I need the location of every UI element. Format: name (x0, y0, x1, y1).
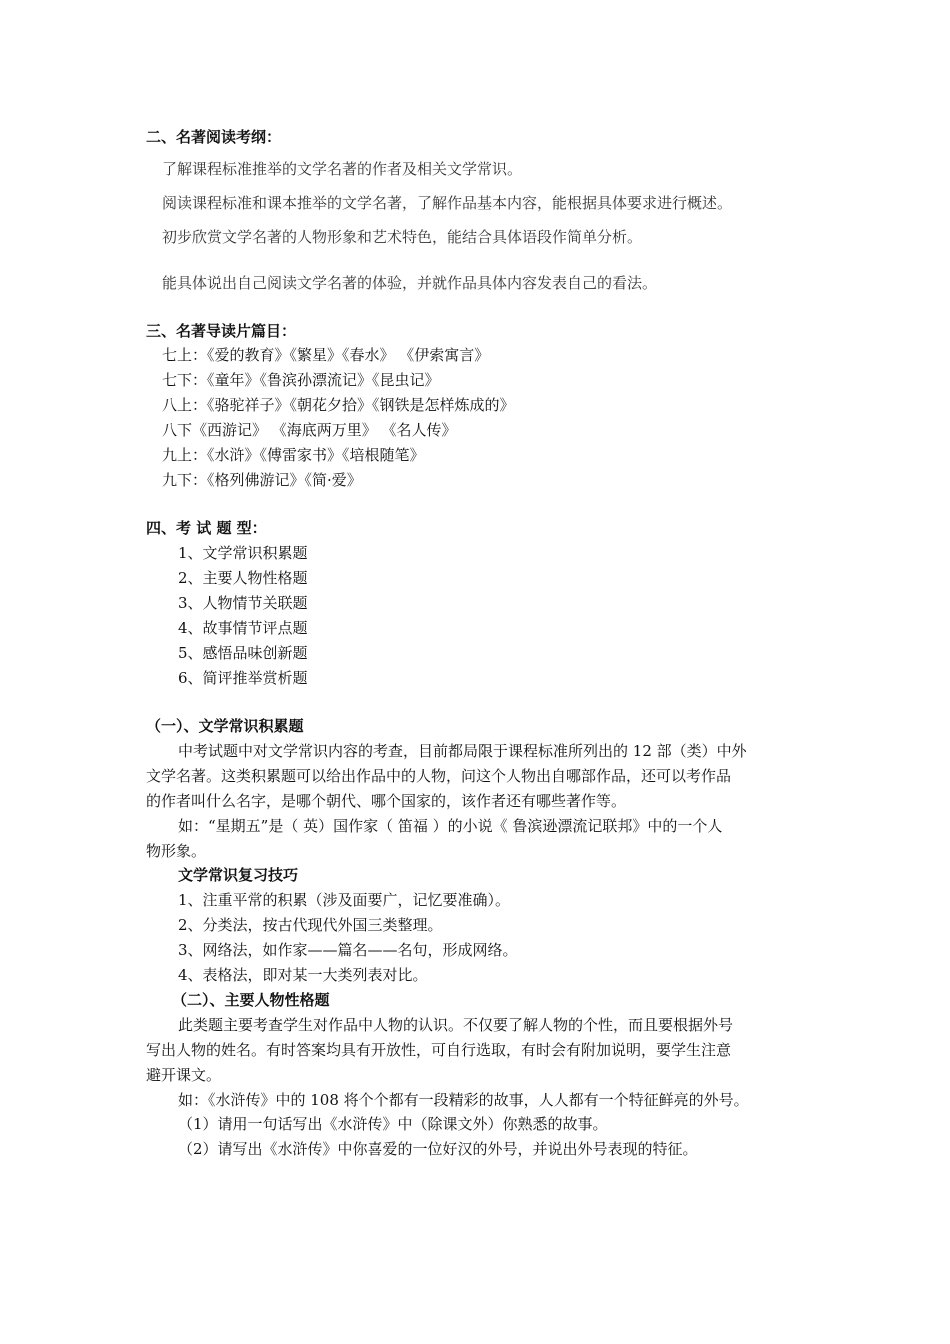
part-2-heading: （二）、主要人物性格题 (172, 991, 330, 1009)
reading-list-item: 九下：《格列佛游记》《简·爱》 (162, 471, 362, 489)
question-type-item: 4、故事情节评点题 (178, 619, 308, 637)
section-2-heading: 二、名著阅读考纲： (146, 128, 282, 146)
part-1-paragraph-line: 文学名著。这类积累题可以给出作品中的人物，问这个人物出自哪部作品，还可以考作品 (146, 767, 732, 785)
question-type-item: 3、人物情节关联题 (178, 594, 308, 612)
question-type-item: 5、感悟品味创新题 (178, 644, 308, 662)
question-type-item: 6、简评推举赏析题 (178, 669, 308, 687)
section-2-line-2: 阅读课程标准和课本推举的文学名著，了解作品基本内容，能根据具体要求进行概述。 (162, 194, 733, 212)
section-2-line-4: 能具体说出自己阅读文学名著的体验，并就作品具体内容发表自己的看法。 (162, 274, 658, 292)
part-1-example-line: 如：“星期五”是（ 英）国作家（ 笛福 ）的小说《 鲁滨逊漂流记联邦》中的一个人 (178, 817, 723, 835)
reading-list-item: 七下：《童年》《鲁滨孙漂流记》《昆虫记》 (162, 371, 440, 389)
part-2-question: （1）请用一句话写出《水浒传》中（除课文外）你熟悉的故事。 (178, 1115, 608, 1133)
part-2-paragraph-line: 避开课文。 (146, 1066, 222, 1084)
tips-heading: 文学常识复习技巧 (178, 866, 299, 884)
section-3-heading: 三、名著导读片篇目： (146, 322, 297, 340)
tip-item: 4、表格法，即对某一大类列表对比。 (178, 966, 428, 984)
part-2-paragraph-line: 写出人物的姓名。有时答案均具有开放性，可自行选取，有时会有附加说明，要学生注意 (146, 1041, 732, 1059)
part-1-example-line: 物形象。 (146, 842, 207, 860)
question-type-item: 1、文学常识积累题 (178, 544, 308, 562)
tip-item: 2、分类法，按古代现代外国三类整理。 (178, 916, 443, 934)
reading-list-item: 九上：《水浒》《傅雷家书》《培根随笔》 (162, 446, 425, 464)
part-1-paragraph-line: 中考试题中对文学常识内容的考查，目前都局限于课程标准所列出的 12 部（类）中外 (178, 742, 747, 760)
part-2-question: （2）请写出《水浒传》中你喜爱的一位好汉的外号，并说出外号表现的特征。 (178, 1140, 698, 1158)
reading-list-item: 七上：《爱的教育》《繁星》《春水》 《伊索寓言》 (162, 346, 490, 364)
reading-list-item: 八上：《骆驼祥子》《朝花夕拾》《钢铁是怎样炼成的》 (162, 396, 515, 414)
section-2-line-1: 了解课程标准推举的文学名著的作者及相关文学常识。 (162, 160, 523, 178)
tip-item: 1、注重平常的积累（涉及面要广，记忆要准确）。 (178, 891, 511, 909)
part-1-paragraph-line: 的作者叫什么名字，是哪个朝代、哪个国家的，该作者还有哪些著作等。 (146, 792, 627, 810)
part-2-paragraph-line: 此类题主要考查学生对作品中人物的认识。不仅要了解人物的个性，而且要根据外号 (178, 1016, 734, 1034)
section-2-line-3: 初步欣赏文学名著的人物形象和艺术特色，能结合具体语段作简单分析。 (162, 228, 643, 246)
tip-item: 3、网络法，如作家——篇名——名句，形成网络。 (178, 941, 518, 959)
part-1-heading: （一）、文学常识积累题 (146, 717, 304, 735)
section-4-heading: 四、考 试 题 型： (146, 519, 267, 537)
reading-list-item: 八下《西游记》 《海底两万里》 《名人传》 (162, 421, 457, 439)
part-2-example: 如：《水浒传》中的 108 将个个都有一段精彩的故事，人人都有一个特征鲜亮的外号。 (178, 1091, 749, 1109)
question-type-item: 2、主要人物性格题 (178, 569, 308, 587)
